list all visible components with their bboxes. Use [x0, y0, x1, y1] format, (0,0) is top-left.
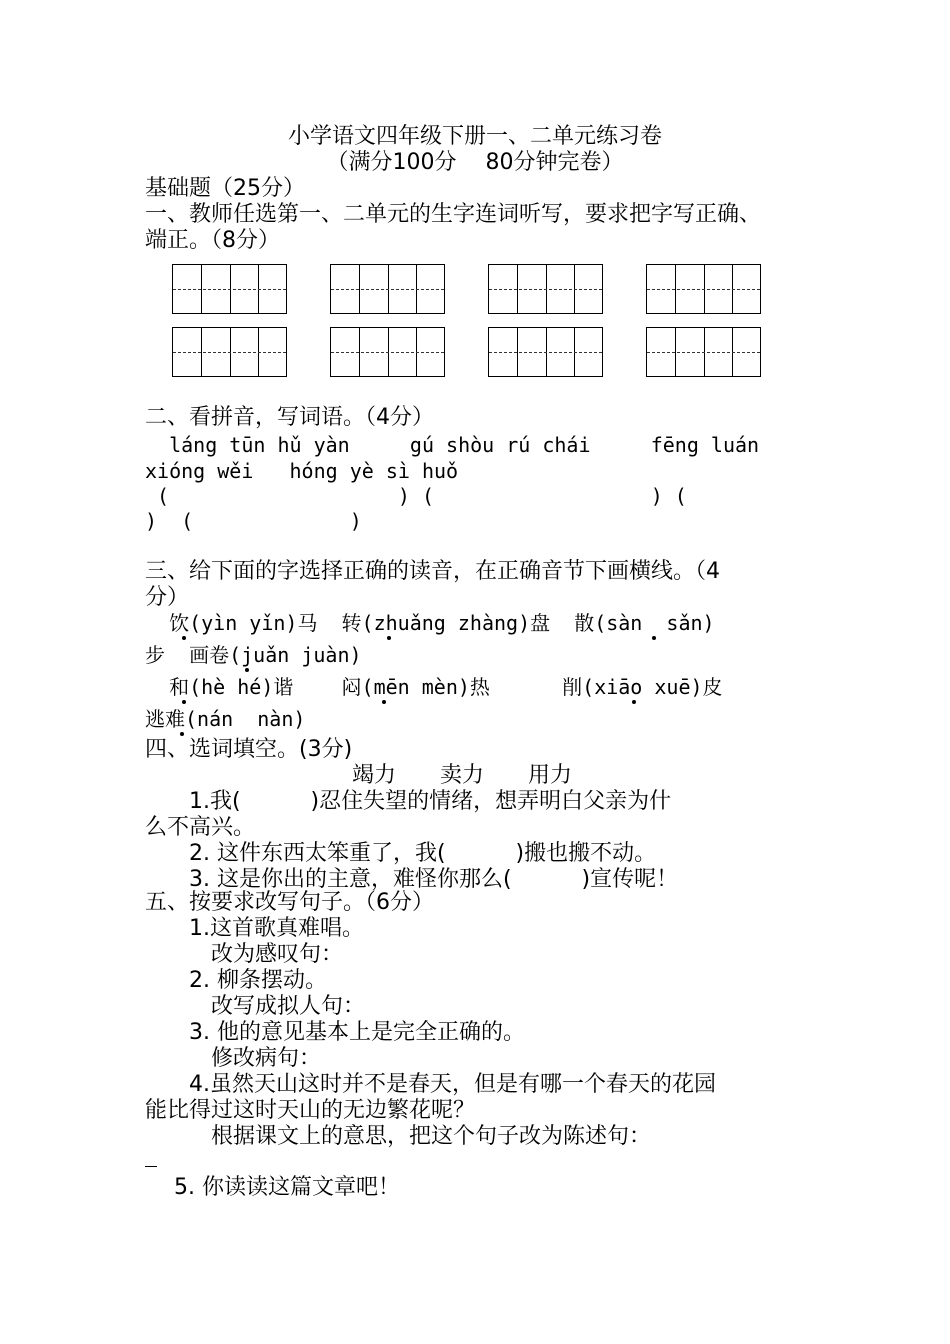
emphasis-dot: [382, 700, 386, 704]
q5-item: 1.这首歌真难唱。: [145, 916, 364, 941]
q2-pinyin-row: xióng wěi hóng yè sì huǒ: [145, 459, 459, 483]
q5-heading: 五、按要求改写句子。（6分）: [145, 890, 434, 915]
q5-instruction[interactable]: 改写成拟人句：: [145, 994, 366, 1019]
q5-item: 5. 你读读这篇文章吧！: [145, 1175, 400, 1200]
emphasis-dot: [245, 668, 249, 672]
q3-reading-row: 逃难(nán nàn): [145, 707, 306, 731]
q2-pinyin-row: láng tūn hǔ yàn gú shòu rú chái fēng luán: [145, 433, 760, 457]
q2-answer-blanks[interactable]: ) ( ): [145, 509, 362, 533]
emphasis-dot: [180, 732, 184, 736]
dictation-grid[interactable]: [646, 327, 761, 377]
q1-heading: 一、教师任选第一、二单元的生字连词听写，要求把字写正确、: [145, 202, 762, 227]
dictation-grid[interactable]: [172, 264, 287, 314]
q4-sentence[interactable]: 1.我( )忍住失望的情绪，想弄明白父亲为什: [145, 789, 672, 814]
q3-heading: 三、给下面的字选择正确的读音，在正确音节下画横线。（4: [145, 559, 720, 584]
dictation-grid[interactable]: [330, 264, 445, 314]
dictation-grid[interactable]: [330, 327, 445, 377]
answer-line-marker: [145, 1166, 157, 1167]
q5-item: 3. 他的意见基本上是完全正确的。: [145, 1020, 525, 1045]
q4-word-choices: 竭力 卖力 用力: [352, 763, 573, 788]
q5-item-cont: 能比得过这时天山的无边繁花呢？: [145, 1098, 476, 1123]
dictation-grid[interactable]: [488, 264, 603, 314]
dictation-grid[interactable]: [172, 327, 287, 377]
q3-reading-row: 步 画卷(juǎn juàn): [145, 643, 362, 667]
q4-sentence[interactable]: 2. 这件东西太笨重了，我( )搬也搬不动。: [145, 841, 657, 866]
page-title: 小学语文四年级下册一、二单元练习卷: [287, 124, 662, 149]
q5-item: 4.虽然天山这时并不是春天，但是有哪一个春天的花园: [145, 1072, 716, 1097]
emphasis-dot: [387, 636, 391, 640]
page-subtitle: （满分100分 80分钟完卷）: [326, 150, 624, 175]
emphasis-dot: [182, 700, 186, 704]
q2-heading: 二、看拼音，写词语。（4分）: [145, 405, 434, 430]
q3-heading-cont: 分）: [145, 585, 190, 610]
dictation-grid[interactable]: [488, 327, 603, 377]
q5-item: 2. 柳条摆动。: [145, 968, 327, 993]
q3-reading-row: 和(hè hé)谐 闷(mēn mèn)热 削(xiāo xuē)皮: [145, 675, 723, 699]
emphasis-dot: [652, 636, 656, 640]
q5-instruction[interactable]: 根据课文上的意思，把这个句子改为陈述句：: [145, 1124, 652, 1149]
q2-answer-blanks[interactable]: ( ) ( ) (: [145, 484, 687, 508]
emphasis-dot: [182, 636, 186, 640]
q5-instruction[interactable]: 改为感叹句：: [145, 942, 344, 967]
emphasis-dot: [632, 700, 636, 704]
q3-reading-row: 饮(yìn yǐn)马 转(zhuǎng zhàng)盘 散(sàn sǎn): [145, 611, 715, 635]
q4-sentence-cont: 么不高兴。: [145, 815, 256, 840]
q1-heading-cont: 端正。（8分）: [145, 228, 280, 253]
dictation-grid[interactable]: [646, 264, 761, 314]
q4-sentence[interactable]: 3. 这是你出的主意，难怪你那么( )宣传呢！: [145, 867, 679, 892]
section-basic: 基础题（25分）: [145, 176, 305, 201]
q4-heading: 四、选词填空。(3分): [145, 737, 353, 762]
q5-instruction[interactable]: 修改病句：: [145, 1046, 322, 1071]
